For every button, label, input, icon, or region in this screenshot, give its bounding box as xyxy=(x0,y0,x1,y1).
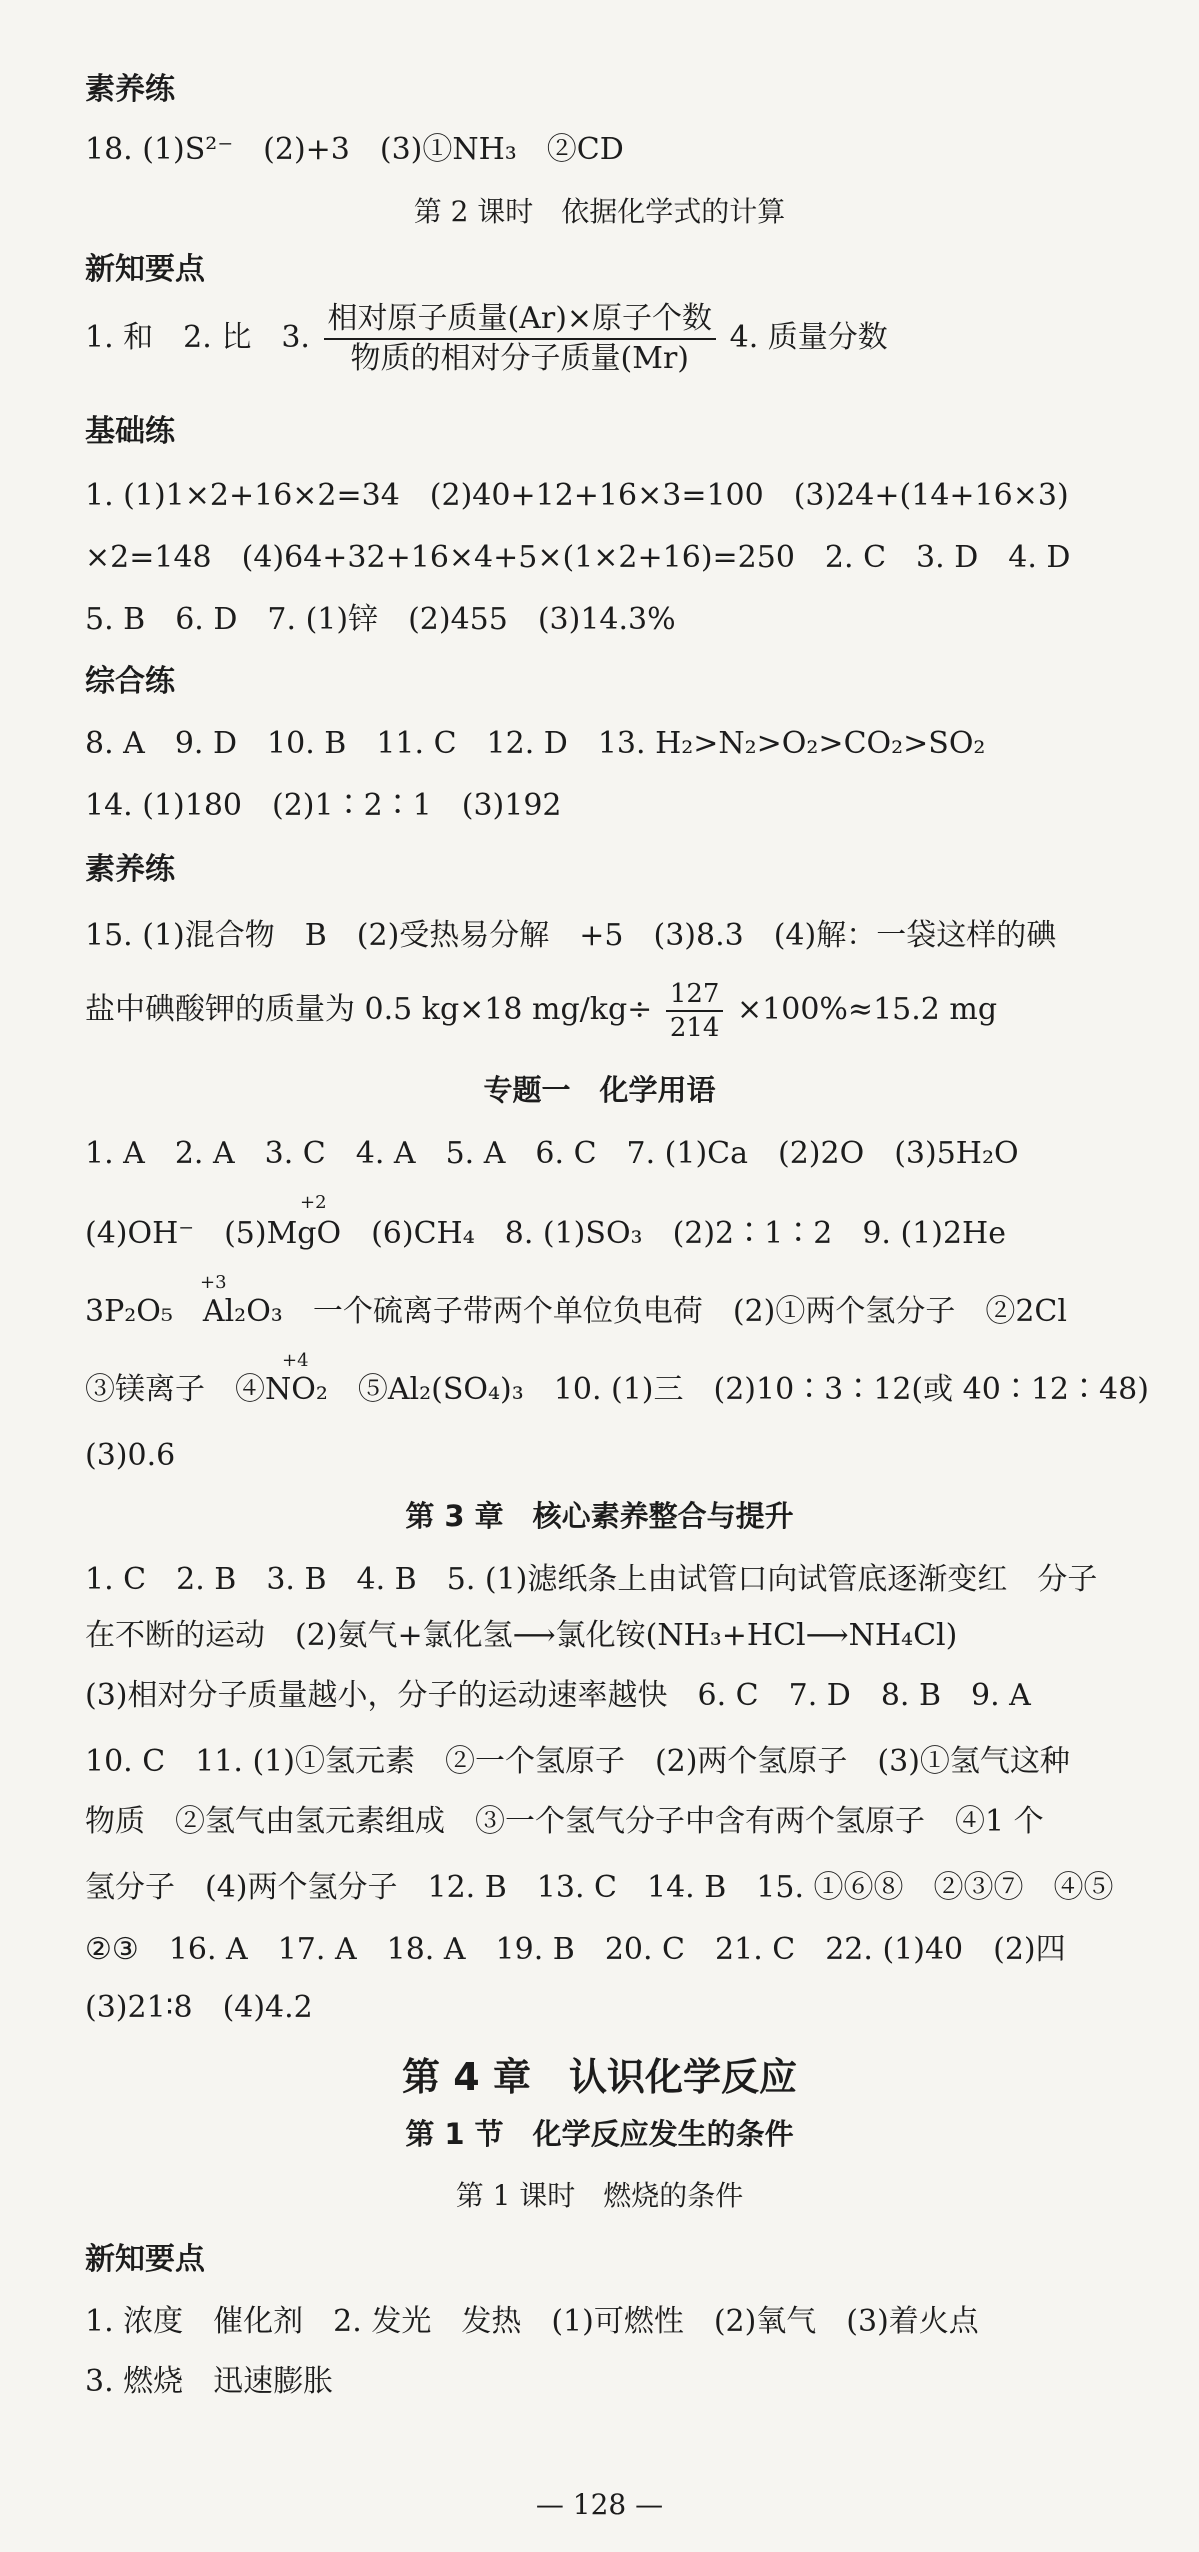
answer-line: (3)21∶8 (4)4.2 xyxy=(85,1990,313,2025)
section-title: 第 1 节 化学反应发生的条件 xyxy=(405,2117,794,2151)
answer-text: ×100%≈15.2 mg xyxy=(737,992,998,1027)
lesson-title: 第 1 课时 燃烧的条件 xyxy=(455,2179,744,2212)
valence-mark: +4 xyxy=(282,1350,309,1371)
topic-title: 专题一 化学用语 xyxy=(483,1073,716,1107)
fraction-denominator: 214 xyxy=(669,1013,720,1043)
answer-line: 8. A 9. D 10. B 11. C 12. D 13. H₂>N₂>O₂>CO₂>SO₂ xyxy=(85,726,986,761)
answer-line: 3. 燃烧 迅速膨胀 xyxy=(85,2364,334,2399)
chapter-title: 第 4 章 认识化学反应 xyxy=(402,2055,797,2099)
section-heading: 新知要点 xyxy=(85,252,205,287)
answer-line: 1. C 2. B 3. B 4. B 5. (1)滤纸条上由试管口向试管底逐渐变红 分子 xyxy=(85,1562,1098,1597)
answer-line: 10. C 11. (1)①氢元素 ②一个氢原子 (2)两个氢原子 (3)①氢气这种 xyxy=(85,1744,1070,1779)
answer-line: 1. 浓度 催化剂 2. 发光 发热 (1)可燃性 (2)氧气 (3)着火点 xyxy=(85,2304,979,2339)
answer-line: 14. (1)180 (2)1∶2∶1 (3)192 xyxy=(85,788,562,823)
answer-line: 物质 ②氢气由氢元素组成 ③一个氢气分子中含有两个氢原子 ④1 个 xyxy=(85,1804,1044,1839)
section-heading: 素养练 xyxy=(85,852,175,887)
answer-text: 4. 质量分数 xyxy=(729,320,888,355)
answer-line: ×2=148 (4)64+32+16×4+5×(1×2+16)=250 2. C 3. D 4. D xyxy=(85,540,1071,575)
answer-line-fraction xyxy=(85,300,888,378)
formula-fraction xyxy=(324,300,717,378)
answer-line: 18. (1)S²⁻ (2)+3 (3)①NH₃ ②CD xyxy=(85,132,624,167)
section-heading: 综合练 xyxy=(85,664,175,699)
fraction-denominator: 物质的相对分子质量(Mr) xyxy=(350,341,690,376)
valence-mark: +2 xyxy=(300,1192,327,1213)
answer-text: 1. 和 2. 比 3. xyxy=(85,320,310,355)
fraction-numerator: 127 xyxy=(666,978,724,1012)
answer-line: 1. A 2. A 3. C 4. A 5. A 6. C 7. (1)Ca (2)2O (3)5H₂O xyxy=(85,1136,1019,1171)
section-heading: 素养练 xyxy=(85,72,175,107)
answer-text: 盐中碘酸钾的质量为 0.5 kg×18 mg/kg÷ xyxy=(85,992,653,1027)
formula-fraction xyxy=(666,978,724,1044)
answer-line: 15. (1)混合物 B (2)受热易分解 +5 (3)8.3 (4)解：一袋这样的碘 xyxy=(85,918,1057,953)
lesson-title: 第 2 课时 依据化学式的计算 xyxy=(413,195,786,228)
answer-line: 氢分子 (4)两个氢分子 12. B 13. C 14. B 15. ①⑥⑧ ②③⑦ ④⑤ xyxy=(85,1870,1114,1905)
answer-line-fraction xyxy=(85,978,997,1044)
fraction-numerator: 相对原子质量(Ar)×原子个数 xyxy=(324,300,717,340)
section-heading: 新知要点 xyxy=(85,2242,205,2277)
answer-line: 在不断的运动 (2)氨气+氯化氢⟶氯化铵(NH₃+HCl⟶NH₄Cl) xyxy=(85,1618,958,1653)
answer-line: 5. B 6. D 7. (1)锌 (2)455 (3)14.3% xyxy=(85,602,676,637)
answer-line: 1. (1)1×2+16×2=34 (2)40+12+16×3=100 (3)24+(14+16×3) xyxy=(85,478,1069,513)
answer-line: (4)OH⁻ (5)MgO (6)CH₄ 8. (1)SO₃ (2)2∶1∶2 9. (1)2He xyxy=(85,1216,1006,1251)
section-heading: 基础练 xyxy=(85,414,175,449)
answer-line: ②③ 16. A 17. A 18. A 19. B 20. C 21. C 22. (1)40 (2)四 xyxy=(85,1932,1066,1967)
valence-mark: +3 xyxy=(200,1272,227,1293)
answer-line: (3)相对分子质量越小，分子的运动速率越快 6. C 7. D 8. B 9. A xyxy=(85,1678,1031,1713)
answer-line: 3P₂O₅ Al₂O₃ 一个硫离子带两个单位负电荷 (2)①两个氢分子 ②2Cl xyxy=(85,1294,1067,1329)
answer-line: ③镁离子 ④NO₂ ⑤Al₂(SO₄)₃ 10. (1)三 (2)10∶3∶12(或 40∶12∶48) xyxy=(85,1372,1149,1407)
page-number: — 128 — xyxy=(535,2488,664,2521)
answer-line: (3)0.6 xyxy=(85,1438,176,1473)
chapter-review-title: 第 3 章 核心素养整合与提升 xyxy=(405,1499,794,1533)
